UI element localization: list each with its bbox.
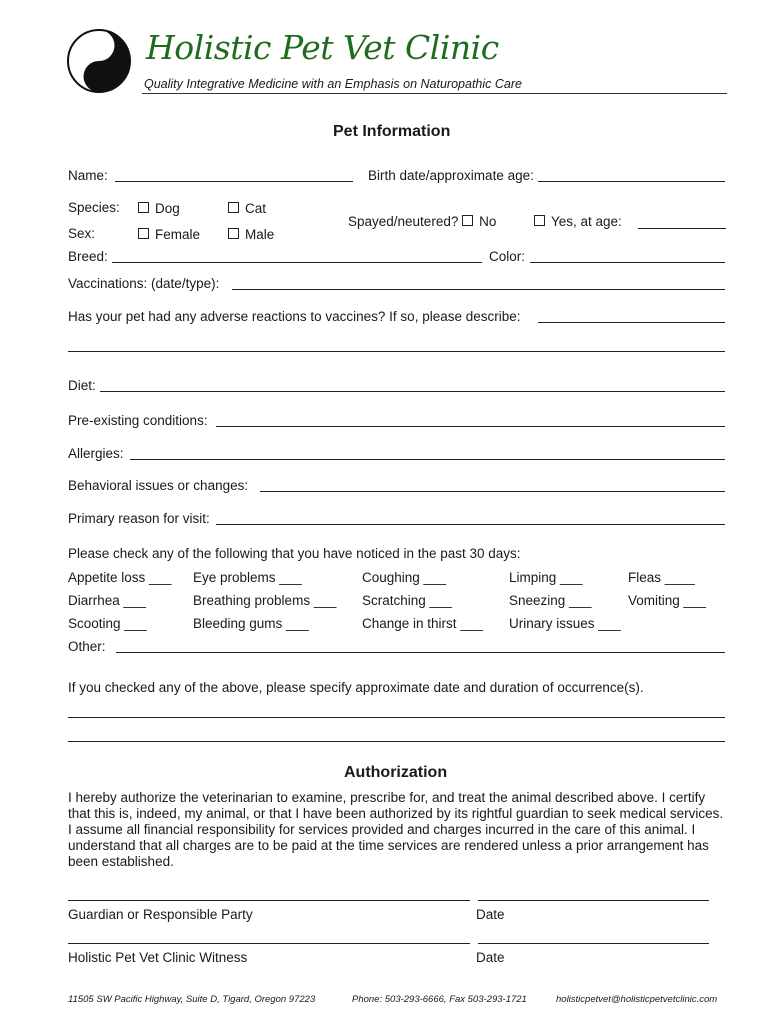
birth-date-label: Birth date/approximate age: (368, 168, 534, 183)
cat-label: Cat (245, 201, 267, 216)
guardian-label: Guardian or Responsible Party (68, 907, 253, 922)
dog-checkbox[interactable] (138, 202, 149, 213)
breed-label: Breed: (68, 249, 108, 264)
clinic-name: Holistic Pet Vet Clinic (146, 28, 499, 67)
allergies-field[interactable] (130, 459, 725, 460)
spayed-label: Spayed/neutered? No (348, 214, 497, 229)
female-checkbox[interactable] (138, 228, 149, 239)
symptoms-intro: Please check any of the following that you have noticed in the past 30 days: (68, 546, 521, 561)
yes-age-label: Yes, at age: (551, 214, 622, 229)
symptom-scratching[interactable]: Scratching ___ (362, 593, 453, 608)
diet-field[interactable] (100, 391, 725, 392)
specify-field-2[interactable] (68, 741, 725, 742)
authorization-title: Authorization (344, 764, 448, 781)
vaccinations-field[interactable] (232, 289, 725, 290)
footer-email: holisticpetvet@holisticpetvetclinic.com (556, 994, 718, 1005)
symptom-urinary-issues[interactable]: Urinary issues ___ (509, 616, 621, 631)
symptom-appetite-loss[interactable]: Appetite loss ___ (68, 570, 172, 585)
preexisting-label: Pre-existing conditions: (68, 413, 208, 428)
guardian-date-label: Date (476, 907, 505, 922)
name-field[interactable] (115, 181, 353, 182)
guardian-signature-line[interactable] (68, 900, 470, 901)
symptom-sneezing[interactable]: Sneezing ___ (509, 593, 592, 608)
other-field[interactable] (116, 652, 725, 653)
sex-label: Sex: (68, 226, 96, 241)
header-rule (142, 93, 727, 94)
witness-label: Holistic Pet Vet Clinic Witness (68, 950, 248, 965)
witness-date-label: Date (476, 950, 505, 965)
pet-information-title: Pet Information (333, 123, 451, 140)
adverse-reactions-field[interactable] (538, 322, 725, 323)
specify-instructions: If you checked any of the above, please specify approximate date and duration of occurrence(s). (68, 680, 644, 695)
symptom-breathing-problems[interactable]: Breathing problems ___ (193, 593, 337, 608)
symptom-change-in-thirst[interactable]: Change in thirst ___ (362, 616, 483, 631)
adverse-reactions-field-2[interactable] (68, 351, 725, 352)
vaccinations-label: Vaccinations: (date/type): (68, 276, 220, 291)
yin-yang-paw-logo (66, 28, 132, 94)
symptom-coughing[interactable]: Coughing ___ (362, 570, 447, 585)
male-label: Male (245, 227, 275, 242)
behavioral-field[interactable] (260, 491, 725, 492)
reason-field[interactable] (216, 524, 725, 525)
guardian-date-line[interactable] (478, 900, 709, 901)
spayed-age-field[interactable] (638, 228, 726, 229)
symptom-bleeding-gums[interactable]: Bleeding gums ___ (193, 616, 309, 631)
footer-phone: Phone: 503-293-6666, Fax 503-293-1721 (352, 994, 527, 1005)
color-field[interactable] (530, 262, 725, 263)
symptom-eye-problems[interactable]: Eye problems ___ (193, 570, 302, 585)
symptom-diarrhea[interactable]: Diarrhea ___ (68, 593, 147, 608)
no-label: No (479, 214, 497, 229)
tagline: Quality Integrative Medicine with an Emphasis on Naturopathic Care (144, 77, 522, 91)
species-cat-option[interactable] (228, 201, 266, 216)
behavioral-label: Behavioral issues or changes: (68, 478, 249, 493)
cat-checkbox[interactable] (228, 202, 239, 213)
footer-address: 11505 SW Pacific Highway, Suite D, Tigard, Oregon 97223 (68, 994, 316, 1005)
preexisting-field[interactable] (216, 426, 725, 427)
allergies-label: Allergies: (68, 446, 124, 461)
spayed-yes-option[interactable] (534, 214, 622, 229)
witness-date-line[interactable] (478, 943, 709, 944)
symptom-limping[interactable]: Limping ___ (509, 570, 583, 585)
spayed-yes-checkbox[interactable] (534, 215, 545, 226)
birth-date-field[interactable] (538, 181, 725, 182)
reason-label: Primary reason for visit: (68, 511, 210, 526)
breed-field[interactable] (112, 262, 482, 263)
symptom-scooting[interactable]: Scooting ___ (68, 616, 147, 631)
symptom-fleas[interactable]: Fleas ____ (628, 570, 695, 585)
male-checkbox[interactable] (228, 228, 239, 239)
other-label: Other: (68, 639, 106, 654)
female-label: Female (155, 227, 201, 242)
dog-label: Dog (155, 201, 180, 216)
sex-female-option[interactable] (138, 227, 200, 242)
adverse-reactions-label: Has your pet had any adverse reactions to vaccines? If so, please describe: (68, 309, 521, 324)
diet-label: Diet: (68, 378, 96, 393)
symptom-vomiting[interactable]: Vomiting ___ (628, 593, 707, 608)
species-dog-option[interactable] (138, 201, 180, 216)
witness-signature-line[interactable] (68, 943, 470, 944)
sex-male-option[interactable] (228, 227, 274, 242)
species-label: Species: (68, 200, 120, 215)
name-label: Name: (68, 168, 108, 183)
spayed-no-checkbox[interactable] (462, 215, 473, 226)
authorization-text: I hereby authorize the veterinarian to examine, prescribe for, and treat the animal described above. I certify that this is, indeed, my animal, or that I have been authorized by its rightful guardian to seek medical services. I assume all financial responsibility for services provided and charges incurred in the care of this animal. I understand that all charges are to be paid at the time services are rendered unless a prior arrangement has been established. (68, 790, 724, 869)
specify-field-1[interactable] (68, 717, 725, 718)
color-label: Color: (489, 249, 526, 264)
